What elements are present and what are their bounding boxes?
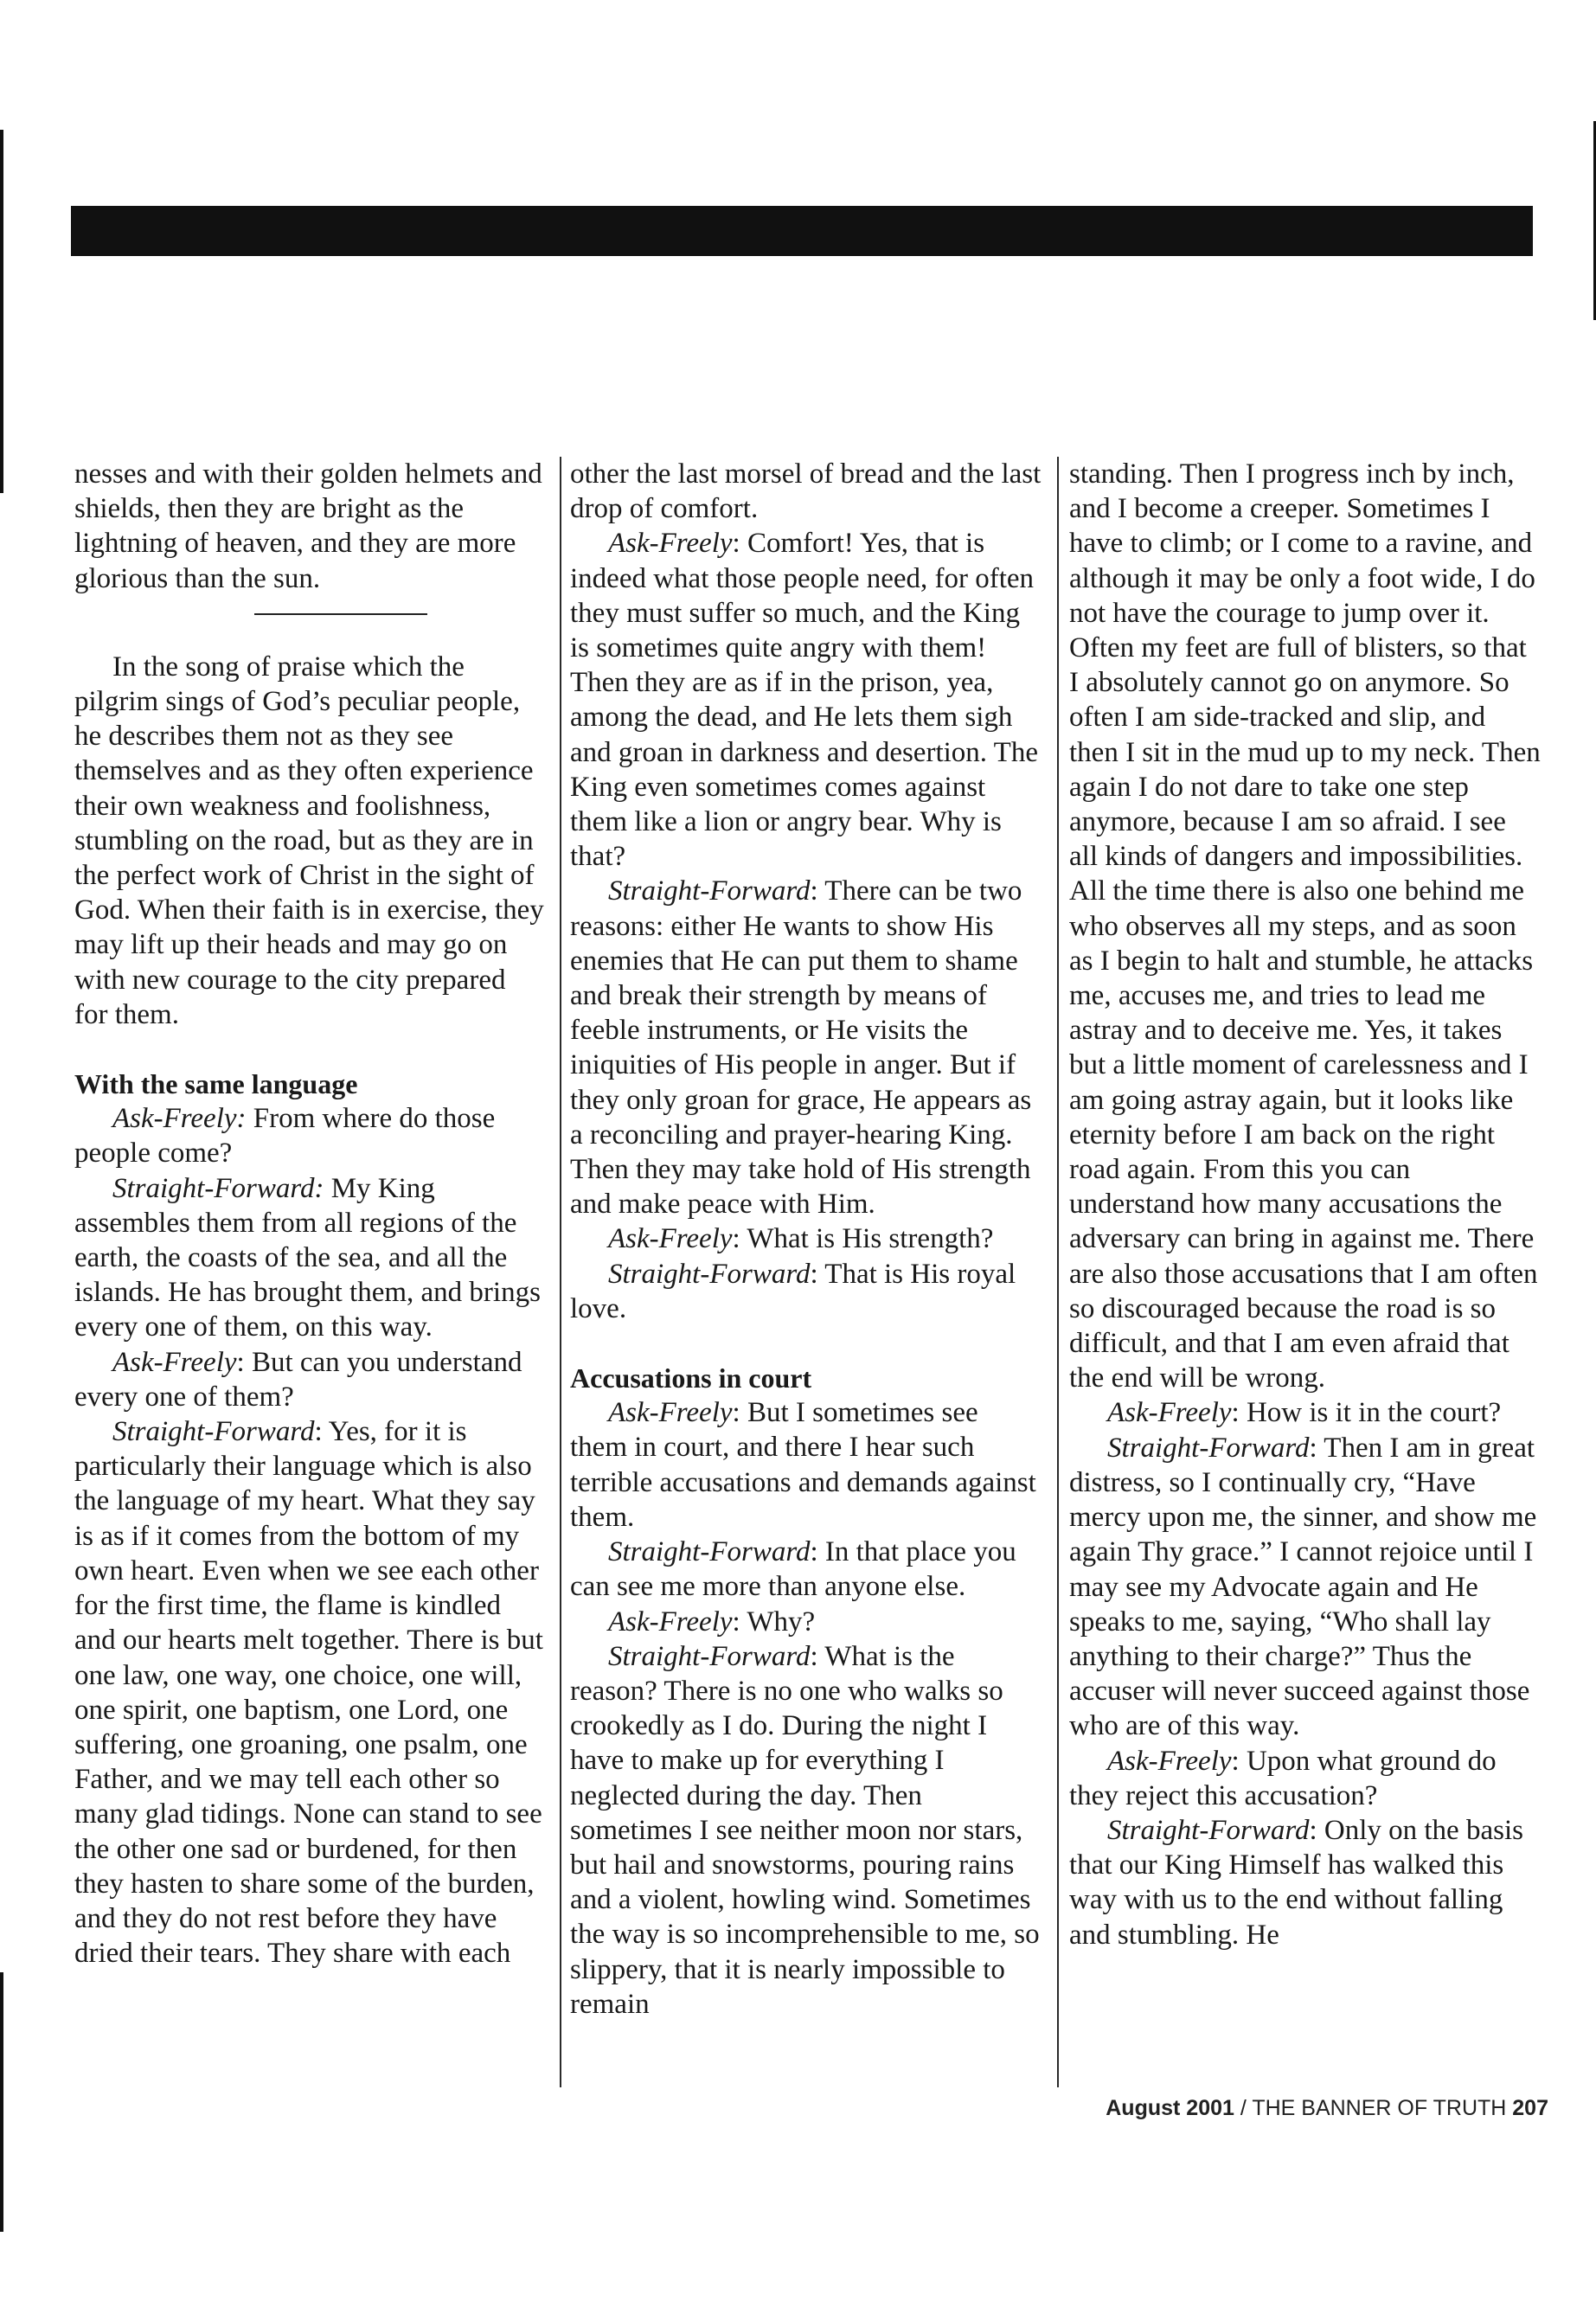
dialogue-line	[570, 1221, 1042, 1256]
dialogue-line	[1069, 1431, 1541, 1744]
dialogue-line	[74, 1414, 546, 1971]
paragraph: other the last morsel of bread and the last drop of comfort.	[570, 458, 1042, 525]
text-column-1	[74, 457, 546, 1971]
dialogue-text: : Comfort! Yes, that is indeed what those people need, for often they must suffer so much, and the King is sometimes quite angry with them! Then they are as if in the prison, yea, among the dead, and He lets them sigh and groan in darkness and desertion. The King even sometimes comes against them like a lion or angry bear. Why is that?	[570, 528, 1038, 873]
speaker-name: Ask-Freely:	[112, 1103, 247, 1135]
dialogue-text: : Why?	[732, 1606, 816, 1638]
dialogue-line	[570, 1639, 1042, 2022]
text-column-3	[1069, 457, 1541, 1952]
dialogue-text: : What is His strength?	[732, 1223, 994, 1255]
speaker-name: Straight-Forward	[608, 1258, 811, 1290]
column-rule	[560, 457, 561, 2087]
dialogue-line	[74, 1345, 546, 1414]
speaker-name: Straight-Forward	[608, 875, 811, 907]
speaker-name: Ask-Freely	[608, 528, 733, 560]
dialogue-text: : Then I am in great distress, so I continually cry, “Have mercy upon me, the sinner, and show me again Thy grace.” I cannot rejoice until I may see my Advocate again and He speaks to me, saying, “Who shall lay anything to their charge?” Thus the accuser will never succeed against those who are of this way.	[1069, 1432, 1537, 1742]
section-heading: Accusations in court	[570, 1362, 812, 1394]
page-number: 207	[1512, 2096, 1548, 2120]
speaker-name: Straight-Forward	[112, 1416, 315, 1448]
dialogue-line	[1069, 1395, 1541, 1430]
dialogue-text: : Only on the basis that our King Himself has walked this way with us to the end without falling and stumbling. He	[1069, 1814, 1523, 1951]
dialogue-line	[570, 1605, 1042, 1639]
speaker-name: Ask-Freely	[1107, 1397, 1232, 1429]
dialogue-text: From where do those people come?	[74, 1103, 496, 1170]
dialogue-text: : How is it in the court?	[1231, 1397, 1502, 1429]
dialogue-line	[570, 1535, 1042, 1604]
dialogue-line	[74, 1101, 546, 1170]
speaker-name: Straight-Forward	[1107, 1814, 1310, 1846]
dialogue-text: : But I sometimes see them in court, and there I hear such terrible accusations and demands against them.	[570, 1397, 1036, 1533]
dialogue-text: : There can be two reasons: either He wants to show His enemies that He can put them to shame and break their strength by means of feeble instruments, or He visits the iniquities of His people in anger. But if they only groan for grace, He appears as a reconciling and prayer-hearing King. Then they may take hold of His strength and make peace with Him.	[570, 875, 1032, 1221]
dialogue-line	[570, 1395, 1042, 1535]
footer-separator: /	[1240, 2096, 1247, 2120]
scan-edge-left-top	[0, 130, 3, 493]
dialogue-text: My King assembles them from all regions of the earth, the coasts of the sea, and all the islands. He has brought them, and brings every one of them, on this way.	[74, 1172, 541, 1343]
issue-date: August 2001	[1106, 2096, 1234, 2120]
scan-edge-left-bottom	[0, 1972, 3, 2232]
dialogue-text: : What is the reason? There is no one who walks so crookedly as I do. During the night I have to make up for everything I neglected during the day. Then sometimes I see neither moon nor stars, but hail and snowstorms, pouring rains and a violent, howling wind. Sometimes the way is so incomprehensible to me, so slippery, that it is nearly impossible to remain	[570, 1640, 1040, 2020]
speaker-name: Straight-Forward:	[112, 1172, 324, 1204]
dialogue-text: : But can you understand every one of them?	[74, 1346, 522, 1413]
section-divider	[254, 613, 427, 615]
speaker-name: Ask-Freely	[608, 1397, 733, 1429]
section-heading: With the same language	[74, 1068, 358, 1100]
dialogue-text: : In that place you can see me more than anyone else.	[570, 1536, 1016, 1603]
dialogue-text: : That is His royal love.	[570, 1258, 1016, 1324]
speaker-name: Ask-Freely	[1107, 1745, 1232, 1777]
paragraph: In the song of praise which the pilgrim sings of God’s peculiar people, he describes them not as they see themselves and as they often experience their own weakness and foolishness, stumbling on the road, but as they are in the perfect work of Christ in the sight of God. When their faith is in exercise, they may lift up their heads and may go on with new courage to the city prepared for them.	[74, 651, 544, 1030]
paragraph: standing. Then I progress inch by inch, and I become a creeper. Sometimes I have to climb; or I come to a ravine, and although it may be only a foot wide, I do not have the courage to jump over it. Often my feet are full of blisters, so that I absolutely cannot go on anymore. So often I am side-tracked and slip, and then I sit in the mud up to my neck. Then again I do not dare to take one step anymore, because I am so afraid. I see all kinds of dangers and impossibilities. All the time there is also one behind me who observes all my steps, and as soon as I begin to halt and stumble, he attacks me, accuses me, and tries to lead me astray and to deceive me. Yes, it takes but a little moment of carelessness and I am going astray again, but it looks like eternity before I am back on the right road again. From this you can understand how many accusations the adversary can bring in against me. There are also those accusations that I am often so discouraged because the road is so difficult, and that I am even afraid that the end will be wrong.	[1069, 458, 1541, 1394]
speaker-name: Straight-Forward	[608, 1640, 811, 1672]
speaker-name: Straight-Forward	[608, 1536, 811, 1568]
dialogue-line	[1069, 1813, 1541, 1952]
dialogue-text: : Yes, for it is particularly their language which is also the language of my heart. What they say is as if it comes from the bottom of my own heart. Even when we see each other for the first time, the flame is kindled and our hearts melt together. There is but one law, one way, one choice, one will, one spirit, one baptism, one Lord, one suffering, one groaning, one psalm, one Father, and we may tell each other so many glad tidings. None can stand to see the other one sad or burdened, for then they hasten to share some of the burden, and they do not rest before they have dried their tears. They share with each	[74, 1416, 543, 1970]
text-column-2	[570, 457, 1042, 2022]
column-rule	[1057, 457, 1059, 2087]
dialogue-line	[570, 526, 1042, 874]
dialogue-line	[570, 1257, 1042, 1326]
journal-name: THE BANNER OF TRUTH	[1252, 2096, 1507, 2120]
dialogue-text: : Upon what ground do they reject this accusation?	[1069, 1745, 1497, 1811]
speaker-name: Ask-Freely	[608, 1223, 733, 1255]
header-bar	[71, 206, 1533, 256]
speaker-name: Straight-Forward	[1107, 1432, 1310, 1464]
speaker-name: Ask-Freely	[608, 1606, 733, 1638]
paragraph: nesses and with their golden helmets and shields, then they are bright as the lightning of heaven, and they are more glorious than the sun.	[74, 458, 542, 594]
speaker-name: Ask-Freely	[112, 1346, 237, 1378]
dialogue-line	[570, 874, 1042, 1221]
page-footer	[1077, 2096, 1548, 2121]
dialogue-line	[1069, 1744, 1541, 1813]
dialogue-line	[74, 1171, 546, 1345]
